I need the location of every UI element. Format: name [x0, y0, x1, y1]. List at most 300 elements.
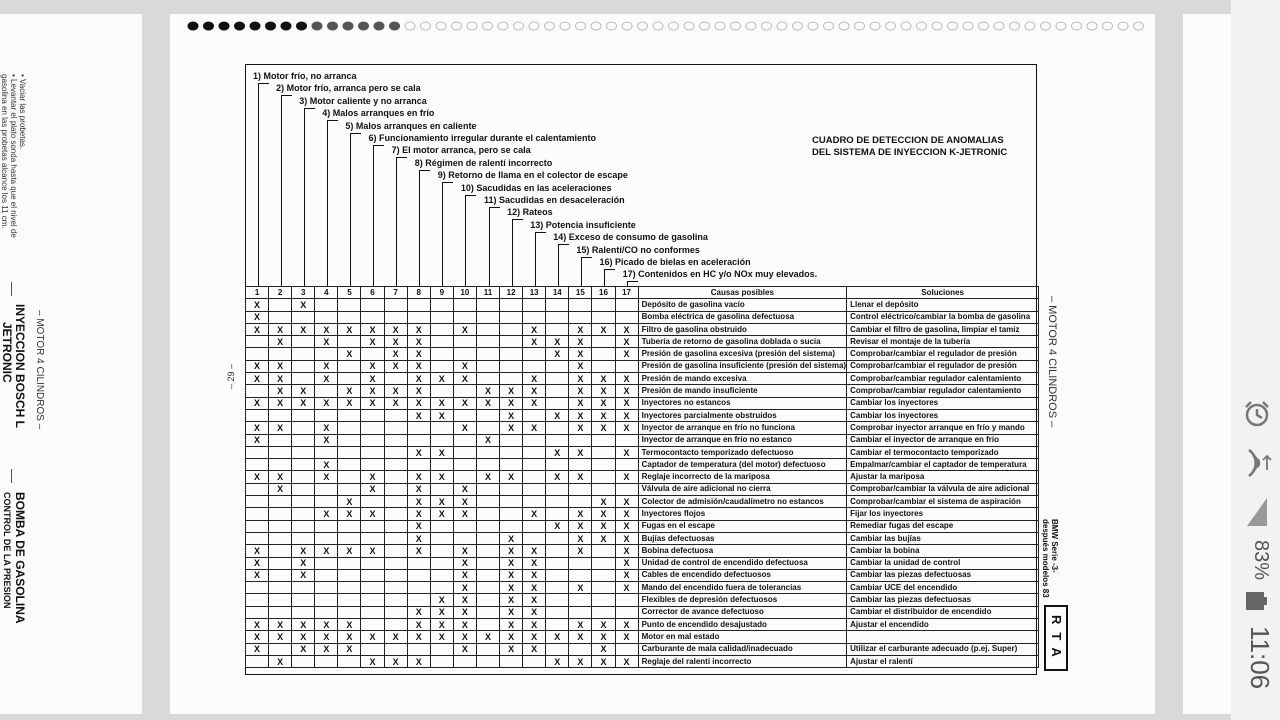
punch-hole	[793, 22, 803, 30]
symptom-cell	[546, 557, 569, 569]
symptom-cell: X	[361, 323, 384, 335]
symptom-cell: X	[500, 631, 523, 643]
left-running-head: – MOTOR 4 CILINDROS –	[34, 310, 45, 430]
symptom-cell: X	[476, 434, 499, 446]
table-row	[246, 545, 1039, 557]
symptom-cell	[407, 643, 430, 655]
solution-cell: Comprobar/cambiar regulador calentamiento	[847, 385, 1039, 397]
symptom-cell: X	[476, 631, 499, 643]
symptom-cell: X	[269, 631, 292, 643]
symptom-cell	[500, 496, 523, 508]
symptom-cell	[246, 606, 269, 618]
symptom-cell	[269, 434, 292, 446]
symptom-cell: X	[338, 397, 361, 409]
symptom-cell: X	[453, 569, 476, 581]
punch-hole	[870, 22, 880, 30]
symptom-cell	[476, 545, 499, 557]
symptom-cell	[592, 311, 615, 323]
symptom-cell: X	[430, 373, 453, 385]
punch-hole	[948, 22, 958, 30]
punch-hole	[250, 22, 260, 30]
punch-holes-strip	[185, 20, 1155, 32]
symptom-cell	[292, 471, 315, 483]
symptom-cell	[338, 582, 361, 594]
symptom-label: 7) El motor arranca, pero se cala	[391, 145, 531, 156]
symptom-cell: X	[269, 397, 292, 409]
symptom-cell: X	[361, 655, 384, 667]
symptom-cell: X	[246, 373, 269, 385]
solution-cell: Comprobar/cambiar regulador calentamiento	[847, 373, 1039, 385]
solution-cell: Cambiar el distribuidor de encendido	[847, 606, 1039, 618]
symptom-cell	[500, 434, 523, 446]
col-header: 14	[546, 287, 569, 299]
left-section-b-line1: BOMBA DE GASOLINA	[13, 492, 27, 624]
symptom-cell	[269, 459, 292, 471]
symptom-cell	[269, 348, 292, 360]
symptom-cell: X	[453, 483, 476, 495]
symptom-cell: X	[476, 471, 499, 483]
symptom-cell	[384, 373, 407, 385]
symptom-cell: X	[292, 545, 315, 557]
symptom-cell	[315, 655, 338, 667]
symptom-cell: X	[246, 569, 269, 581]
symptom-cell: X	[569, 471, 592, 483]
symptom-cell: X	[338, 323, 361, 335]
symptom-cell	[476, 459, 499, 471]
solution-cell: Ajustar el encendido	[847, 619, 1039, 631]
symptom-cell	[546, 422, 569, 434]
symptom-cell	[523, 520, 546, 532]
symptom-cell: X	[246, 557, 269, 569]
symptom-cell: X	[592, 643, 615, 655]
symptom-cell	[292, 409, 315, 421]
symptom-cell	[476, 336, 499, 348]
symptom-cell: X	[315, 545, 338, 557]
punch-hole	[1118, 22, 1128, 30]
cause-cell: Inyectores parcialmente obstruidos	[638, 409, 847, 421]
symptom-cell: X	[384, 323, 407, 335]
punch-hole	[855, 22, 865, 30]
symptom-cell: X	[500, 582, 523, 594]
punch-hole	[1087, 22, 1097, 30]
symptom-cell	[592, 483, 615, 495]
solution-cell: Cambiar el termocontacto temporizado	[847, 446, 1039, 458]
symptom-cell	[269, 496, 292, 508]
cause-cell: Inyectores flojos	[638, 508, 847, 520]
symptom-label: 1) Motor frío, no arranca	[253, 71, 357, 81]
symptom-cell: X	[269, 336, 292, 348]
symptom-cell: X	[361, 471, 384, 483]
symptom-cell: X	[246, 422, 269, 434]
cause-cell: Reglaje incorrecto de la mariposa	[638, 471, 847, 483]
symptom-cell: X	[361, 373, 384, 385]
symptom-cell	[476, 569, 499, 581]
symptom-cell	[430, 360, 453, 372]
model-label	[1041, 519, 1059, 598]
col-header: 2	[269, 287, 292, 299]
col-header: 9	[430, 287, 453, 299]
symptom-cell	[361, 409, 384, 421]
left-bullets	[0, 74, 27, 238]
symptom-cell	[269, 311, 292, 323]
symptom-cell	[292, 520, 315, 532]
table-row	[246, 385, 1039, 397]
symptom-cell	[384, 496, 407, 508]
symptom-cell	[592, 582, 615, 594]
symptom-cell	[384, 557, 407, 569]
symptom-cell: X	[523, 557, 546, 569]
symptom-cell: X	[292, 569, 315, 581]
symptom-cell: X	[430, 397, 453, 409]
symptom-cell	[315, 299, 338, 311]
col-header: 11	[476, 287, 499, 299]
symptom-cell	[453, 348, 476, 360]
symptom-cell: X	[523, 373, 546, 385]
symptom-cell: X	[338, 348, 361, 360]
symptom-label: 2) Motor frío, arranca pero se cala	[276, 83, 421, 94]
symptom-cell	[384, 311, 407, 323]
cause-cell: Colector de admisión/caudalímetro no estancos	[638, 496, 847, 508]
cause-cell: Presión de gasolina excesiva (presión del sistema)	[638, 348, 847, 360]
symptom-cell	[523, 434, 546, 446]
symptom-cell	[338, 299, 361, 311]
symptom-cell	[407, 459, 430, 471]
symptom-cell	[500, 483, 523, 495]
col-header: 17	[615, 287, 638, 299]
symptom-cell: X	[246, 471, 269, 483]
clock: 11:06	[1245, 626, 1275, 690]
symptom-label: 9) Retorno de llama en el colector de escape	[437, 170, 628, 181]
symptom-cell	[338, 483, 361, 495]
symptom-cell	[500, 348, 523, 360]
symptom-cell	[476, 508, 499, 520]
symptom-cell: X	[269, 483, 292, 495]
symptom-cell: X	[546, 655, 569, 667]
symptom-cell: X	[569, 422, 592, 434]
symptom-cell	[338, 311, 361, 323]
symptom-cell	[361, 532, 384, 544]
symptom-cell	[546, 385, 569, 397]
symptom-bracket	[512, 219, 523, 287]
symptom-cell: X	[615, 373, 638, 385]
symptom-cell: X	[592, 323, 615, 335]
symptom-cell: X	[315, 397, 338, 409]
symptom-cell	[269, 446, 292, 458]
symptom-cell	[615, 311, 638, 323]
symptom-cell: X	[615, 422, 638, 434]
symptom-cell	[546, 508, 569, 520]
symptom-cell: X	[592, 655, 615, 667]
symptom-cell	[361, 422, 384, 434]
symptom-cell: X	[246, 619, 269, 631]
solution-cell: Comprobar/cambiar el regulador de presión	[847, 360, 1039, 372]
cause-cell: Bujías defectuosas	[638, 532, 847, 544]
symptom-cell	[546, 299, 569, 311]
table-row	[246, 496, 1039, 508]
table-row	[246, 631, 1039, 643]
cause-cell: Punto de encendido desajustado	[638, 619, 847, 631]
punch-hole	[235, 22, 245, 30]
symptom-cell	[407, 299, 430, 311]
symptom-cell	[592, 446, 615, 458]
symptom-cell: X	[500, 545, 523, 557]
symptom-cell: X	[407, 655, 430, 667]
table-row	[246, 373, 1039, 385]
punch-hole	[901, 22, 911, 30]
symptom-cell	[384, 569, 407, 581]
symptom-cell: X	[592, 409, 615, 421]
symptom-bracket	[465, 195, 476, 287]
symptom-cell	[361, 311, 384, 323]
symptom-label: 12) Rateos	[507, 207, 553, 218]
symptom-cell: X	[569, 520, 592, 532]
symptom-cell: X	[269, 619, 292, 631]
table-row	[246, 520, 1039, 532]
symptom-label: 14) Exceso de consumo de gasolina	[553, 232, 708, 243]
symptom-cell: X	[615, 655, 638, 667]
symptom-cell: X	[338, 496, 361, 508]
symptom-cell: X	[592, 422, 615, 434]
table-row	[246, 619, 1039, 631]
symptom-cell	[246, 582, 269, 594]
symptom-cell: X	[361, 360, 384, 372]
symptom-cell: X	[315, 508, 338, 520]
cause-cell: Depósito de gasolina vacío	[638, 299, 847, 311]
symptom-cell: X	[569, 409, 592, 421]
punch-hole	[1056, 22, 1066, 30]
symptom-cell	[523, 409, 546, 421]
symptom-cell: X	[315, 434, 338, 446]
symptom-cell	[338, 459, 361, 471]
cause-cell: Presión de mando insuficiente	[638, 385, 847, 397]
symptom-bracket	[327, 120, 338, 287]
symptom-bracket	[535, 232, 546, 287]
symptom-cell: X	[315, 643, 338, 655]
symptom-cell	[338, 373, 361, 385]
right-page-edge	[1183, 14, 1231, 714]
symptom-cell	[476, 582, 499, 594]
symptom-cell: X	[246, 360, 269, 372]
symptom-cell	[246, 385, 269, 397]
punch-hole	[467, 22, 477, 30]
symptom-cell: X	[500, 557, 523, 569]
punch-hole	[932, 22, 942, 30]
symptom-cell: X	[361, 385, 384, 397]
symptom-cell	[569, 606, 592, 618]
symptom-cell	[476, 655, 499, 667]
symptom-cell: X	[246, 311, 269, 323]
left-section-a-line2: JETRONIC	[0, 322, 14, 383]
symptom-cell	[592, 459, 615, 471]
symptom-cell: X	[407, 446, 430, 458]
symptom-cell	[430, 532, 453, 544]
symptom-cell	[361, 496, 384, 508]
col-header: 6	[361, 287, 384, 299]
symptom-cell	[292, 311, 315, 323]
symptom-label: 3) Motor caliente y no arranca	[299, 95, 427, 106]
symptom-cell: X	[453, 508, 476, 520]
symptom-cell: X	[407, 323, 430, 335]
punch-hole	[328, 22, 338, 30]
symptom-cell	[269, 594, 292, 606]
symptom-cell	[246, 508, 269, 520]
symptom-cell	[615, 459, 638, 471]
symptom-cell	[569, 483, 592, 495]
symptom-cell	[407, 422, 430, 434]
symptom-cell	[430, 520, 453, 532]
symptom-cell: X	[523, 631, 546, 643]
symptom-cell: X	[430, 496, 453, 508]
symptom-label: 5) Malos arranques en caliente	[345, 120, 477, 131]
left-bullet-3: gasolina en las probetas alcance los 11 cm.	[0, 74, 9, 229]
symptom-cell: X	[569, 508, 592, 520]
punch-hole	[405, 22, 415, 30]
symptom-cell	[361, 557, 384, 569]
punch-hole	[607, 22, 617, 30]
punch-hole	[886, 22, 896, 30]
symptom-cell	[569, 496, 592, 508]
wifi-icon	[1241, 446, 1273, 480]
symptom-cell: X	[407, 606, 430, 618]
symptom-cell	[615, 643, 638, 655]
symptom-cell: X	[453, 422, 476, 434]
col-header: 1	[246, 287, 269, 299]
symptom-cell	[384, 643, 407, 655]
symptom-cell	[500, 299, 523, 311]
symptom-cell	[338, 409, 361, 421]
symptom-cell: X	[315, 360, 338, 372]
punch-hole	[529, 22, 539, 30]
symptom-cell	[384, 434, 407, 446]
symptom-cell: X	[592, 496, 615, 508]
punch-hole	[545, 22, 555, 30]
symptom-cell	[453, 409, 476, 421]
left-bullet-2: • Levantar el plato sonda hasta que el nivel de	[9, 74, 18, 238]
symptom-cell: X	[615, 496, 638, 508]
punch-hole	[421, 22, 431, 30]
solution-cell: Empalmar/cambiar el captador de temperatura	[847, 459, 1039, 471]
battery-percent: 83%	[1250, 540, 1272, 581]
solution-cell: Cambiar la bobina	[847, 545, 1039, 557]
symptom-bracket	[558, 244, 569, 287]
punch-hole	[343, 22, 353, 30]
symptom-cell	[453, 532, 476, 544]
symptom-cell	[269, 557, 292, 569]
symptom-cell	[246, 409, 269, 421]
symptom-cell	[384, 520, 407, 532]
symptom-cell: X	[453, 373, 476, 385]
symptom-cell	[453, 471, 476, 483]
symptom-cell	[592, 348, 615, 360]
symptom-cell: X	[546, 520, 569, 532]
symptom-cell	[315, 409, 338, 421]
symptom-cell	[500, 508, 523, 520]
table-row	[246, 422, 1039, 434]
symptom-cell	[246, 446, 269, 458]
symptom-cell	[338, 446, 361, 458]
symptom-cell	[292, 582, 315, 594]
symptom-cell	[269, 299, 292, 311]
symptom-cell	[292, 508, 315, 520]
table-row	[246, 409, 1039, 421]
symptom-cell: X	[407, 385, 430, 397]
symptom-cell	[338, 569, 361, 581]
cause-cell: Reglaje del ralentí incorrecto	[638, 655, 847, 667]
chart-title-line1: CUADRO DE DETECCION DE ANOMALIAS	[812, 135, 1004, 146]
punch-hole	[700, 22, 710, 30]
symptom-cell: X	[246, 545, 269, 557]
solution-cell: Ajustar el ralentí	[847, 655, 1039, 667]
symptom-cell: X	[500, 422, 523, 434]
symptom-cell	[384, 606, 407, 618]
symptom-cell	[546, 496, 569, 508]
symptom-label: 8) Régimen de ralentí incorrecto	[414, 157, 553, 168]
solution-cell: Cambiar las piezas defectuosas	[847, 569, 1039, 581]
symptom-bracket	[442, 182, 453, 287]
symptom-cell	[384, 594, 407, 606]
symptom-cell: X	[407, 409, 430, 421]
left-bullet-1: • Vaciar las probetas.	[18, 74, 27, 150]
symptom-cell: X	[569, 385, 592, 397]
symptom-cell: X	[476, 397, 499, 409]
symptom-cell	[569, 459, 592, 471]
symptom-cell	[384, 619, 407, 631]
cause-cell: Bobina defectuosa	[638, 545, 847, 557]
symptom-cell	[592, 545, 615, 557]
symptom-cell: X	[407, 471, 430, 483]
symptom-cell: X	[523, 619, 546, 631]
symptom-cell	[430, 348, 453, 360]
symptom-cell	[269, 508, 292, 520]
symptom-cell	[615, 434, 638, 446]
symptom-cell	[246, 532, 269, 544]
symptom-bracket	[419, 170, 430, 287]
cause-cell: Termocontacto temporizado defectuoso	[638, 446, 847, 458]
symptom-cell	[476, 643, 499, 655]
col-header: 8	[407, 287, 430, 299]
symptom-cell	[476, 532, 499, 544]
solution-cell: Fijar los inyectores	[847, 508, 1039, 520]
punch-hole	[731, 22, 741, 30]
symptom-cell	[269, 409, 292, 421]
symptom-cell	[453, 459, 476, 471]
symptom-cell	[407, 594, 430, 606]
symptom-cell	[315, 311, 338, 323]
symptom-cell: X	[338, 643, 361, 655]
symptom-cell: X	[407, 373, 430, 385]
symptom-cell	[384, 409, 407, 421]
symptom-cell	[430, 434, 453, 446]
symptom-cell	[338, 336, 361, 348]
symptom-cell: X	[361, 397, 384, 409]
symptom-cell: X	[615, 557, 638, 569]
symptom-cell: X	[569, 360, 592, 372]
battery-icon	[1244, 588, 1268, 614]
symptom-cell	[546, 434, 569, 446]
symptom-cell	[384, 299, 407, 311]
symptom-cell: X	[615, 471, 638, 483]
symptom-cell: X	[407, 631, 430, 643]
symptom-cell	[361, 606, 384, 618]
table-row	[246, 471, 1039, 483]
col-header: 5	[338, 287, 361, 299]
punch-hole	[1025, 22, 1035, 30]
cause-cell: Corrector de avance defectuoso	[638, 606, 847, 618]
symptom-cell	[361, 582, 384, 594]
symptom-cell: X	[615, 619, 638, 631]
symptom-cell: X	[269, 385, 292, 397]
symptom-cell	[292, 336, 315, 348]
